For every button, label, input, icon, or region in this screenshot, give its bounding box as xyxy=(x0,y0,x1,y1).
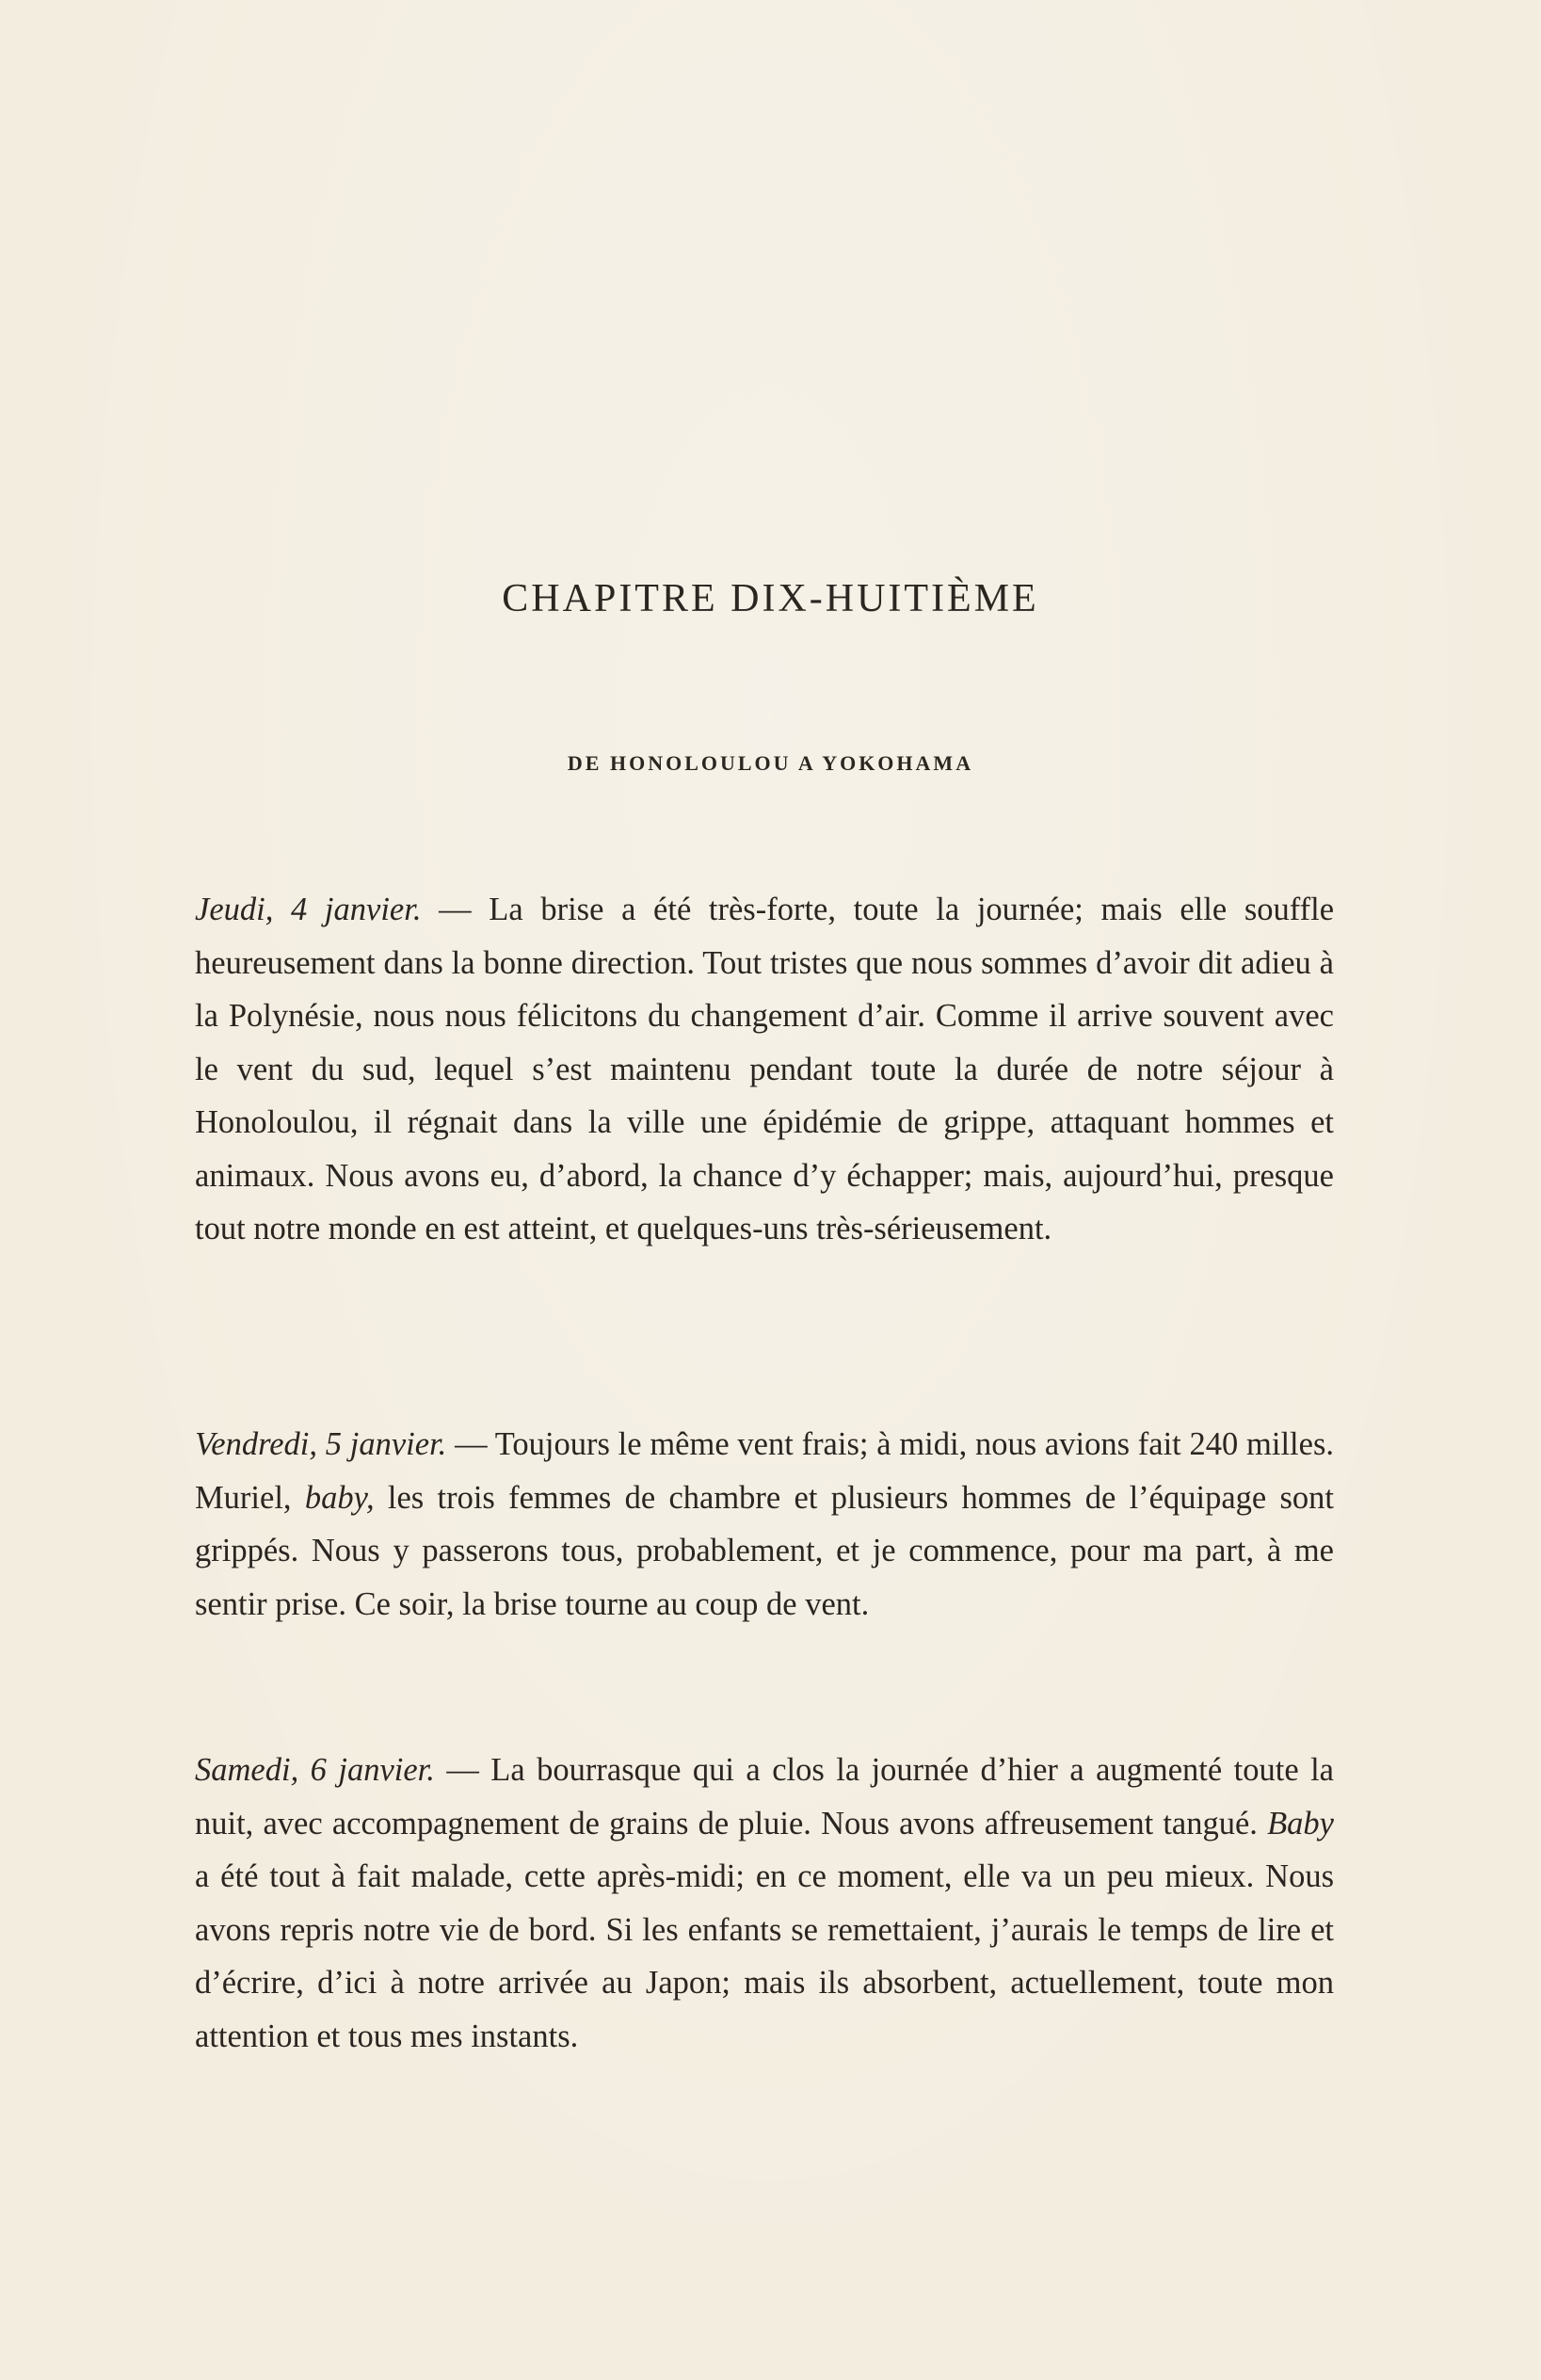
entry-emphasis: baby, xyxy=(304,1479,375,1516)
entry-emphasis: Baby xyxy=(1267,1805,1334,1841)
journal-entry xyxy=(195,1418,1334,1631)
chapter-subtitle: DE HONOLOULOU A YOKOHAMA xyxy=(567,751,974,775)
entry-text: — Toujours le même vent frais; à midi, nous avions fait 240 milles. Muriel, xyxy=(195,1426,1335,1516)
entry-date: Vendredi, 5 janvier. xyxy=(195,1426,447,1462)
journal-entry xyxy=(195,1744,1334,2063)
entry-text: a été tout à fait malade, cette après-midi; en ce moment, elle va un peu mieux. Nous avons repris notre vie de bord. Si les enfants se remettaient, j’aurais le temps de lire et d’écrire, d’ici à notre arrivée au Japon; mais ils absorbent, actuellement, toute mon attention et tous mes instants. xyxy=(195,1858,1334,2054)
bleed-through-texture xyxy=(141,122,1299,894)
entry-text: — La brise a été très-forte, toute la journée; mais elle souffle heureusement dans la bonne direction. Tout tristes que nous sommes d’avoir dit adieu à la Polynésie, nous nous félicitons du changement d’air. Comme il arrive souvent avec le vent du sud, lequel s’est maintenu pendant toute la durée de notre séjour à Honoloulou, il régnait dans la ville une épidémie de grippe, attaquant hommes et animaux. Nous avons eu, d’abord, la chance d’y échapper; mais, aujourd’hui, presque tout notre monde en est atteint, et quelques-uns très-sérieusement. xyxy=(195,892,1335,1246)
entry-text: — La bourrasque qui a clos la journée d’hier a augmenté toute la nuit, avec accompagnement de grains de pluie. Nous avons affreusement tangué. xyxy=(195,1752,1334,1841)
journal-entry xyxy=(195,883,1334,1256)
entry-date: Jeudi, 4 janvier. xyxy=(195,892,422,927)
chapter-title: CHAPITRE DIX-HUITIÈME xyxy=(502,577,1039,620)
entry-text: les trois femmes de chambre et plusieurs hommes de l’équipage sont grippés. Nous y passerons tous, probablement, et je commence, pour ma part, à me sentir prise. Ce soir, la brise tourne au coup de vent. xyxy=(195,1479,1334,1622)
entry-date: Samedi, 6 janvier. xyxy=(195,1752,435,1788)
